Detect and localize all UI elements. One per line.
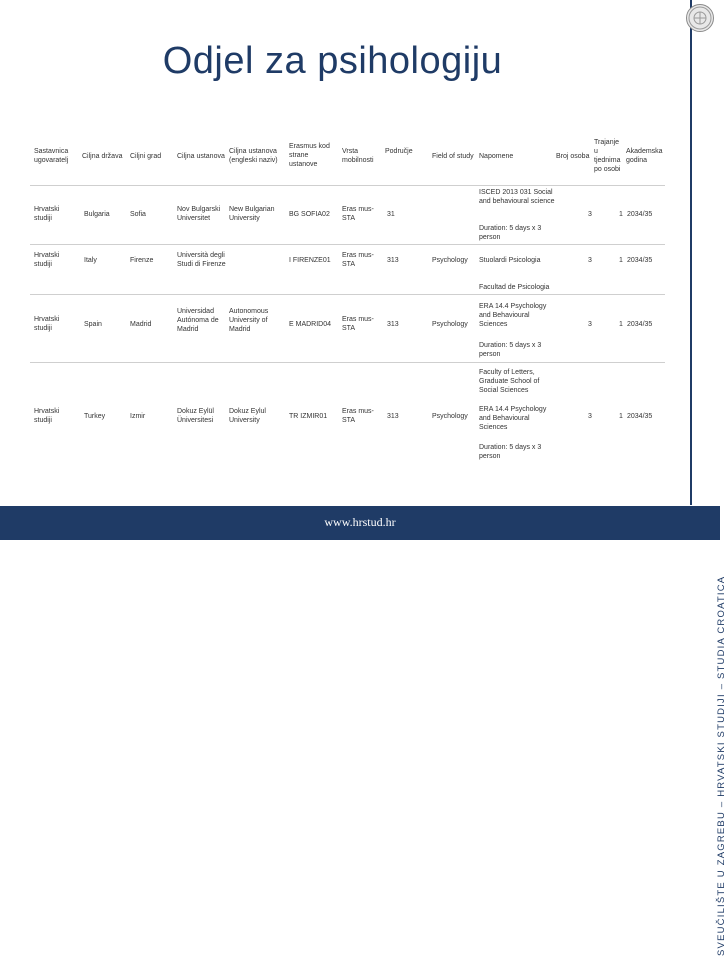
cell-broj-osoba: 3 (588, 211, 592, 218)
cell-podrucje: 313 (387, 413, 399, 420)
cell-grad: Izmir (130, 413, 146, 420)
footer-url: www.hrstud.hr (324, 515, 396, 529)
cell-erasmus-kod: TR IZMIR01 (289, 413, 328, 420)
header-godina: Akademska godina (626, 148, 663, 164)
cell-napomene-bottom: Facultad de Psicologia (479, 284, 550, 291)
cell-napomene-pre: Faculty of Letters, Graduate School of Social Sciences (479, 369, 540, 394)
side-band (690, 0, 720, 505)
page-title: Odjel za psihologiju (162, 40, 503, 82)
table-rule (30, 294, 665, 295)
header-trajanje: Trajanje u tjednima po osobi (594, 139, 621, 173)
header-sastavnica: Sastavnica ugovaratelj (34, 148, 69, 164)
cell-trajanje: 1 (619, 257, 623, 264)
cell-ustanova: Nov Bulgarski Universitet (177, 206, 221, 222)
cell-sastavnica: Hrvatski studiji (34, 408, 60, 424)
cell-grad: Firenze (130, 257, 154, 264)
cell-trajanje: 1 (619, 211, 623, 218)
cell-drzava: Italy (84, 257, 97, 264)
cell-vrsta: Eras mus-STA (342, 206, 374, 222)
cell-drzava: Bulgaria (84, 211, 110, 218)
header-field: Field of study (432, 153, 474, 160)
cell-trajanje: 1 (619, 413, 623, 420)
cell-godina: 2034/35 (627, 413, 653, 420)
cell-broj-osoba: 3 (588, 413, 592, 420)
cell-podrucje: 31 (387, 211, 395, 218)
cell-ustanova-en: Dokuz Eylul University (229, 408, 266, 424)
cell-ustanova: Università degli Studi di Firenze (177, 252, 226, 268)
cell-grad: Madrid (130, 321, 152, 328)
header-drzava: Ciljna država (82, 153, 123, 160)
header-ustanova-en: Ciljna ustanova (engleski naziv) (229, 148, 278, 164)
cell-field: Psychology (432, 413, 468, 420)
header-grad: Ciljni grad (130, 153, 162, 160)
cell-napomene-bottom: Duration: 5 days x 3 person (479, 342, 542, 358)
header-erasmus-kod: Erasmus kod strane ustanove (289, 143, 330, 168)
side-institution-text: SVEUČILIŠTE U ZAGREBU – HRVATSKI STUDIJI – STUDIA CROATICA (716, 575, 727, 956)
cell-drzava: Spain (84, 321, 102, 328)
cell-ustanova: Universidad Autónoma de Madrid (177, 308, 219, 333)
header-broj-osoba: Broj osoba (556, 153, 590, 160)
cell-erasmus-kod: I FIRENZE01 (289, 257, 331, 264)
cell-napomene-bottom: Duration: 5 days x 3 person (479, 444, 542, 460)
cell-podrucje: 313 (387, 321, 399, 328)
table-rule (30, 244, 665, 245)
cell-broj-osoba: 3 (588, 257, 592, 264)
cell-sastavnica: Hrvatski studiji (34, 316, 60, 332)
cell-napomene-top: ERA 14.4 Psychology and Behavioural Sciences (479, 303, 547, 328)
cell-podrucje: 313 (387, 257, 399, 264)
university-seal-icon (686, 4, 714, 32)
cell-vrsta: Eras mus-STA (342, 252, 374, 268)
cell-sastavnica: Hrvatski studiji (34, 252, 60, 268)
cell-napomene-top: ISCED 2013 031 Social and behavioural science (479, 189, 555, 205)
cell-sastavnica: Hrvatski studiji (34, 206, 60, 222)
cell-broj-osoba: 3 (588, 321, 592, 328)
cell-vrsta: Eras mus-STA (342, 408, 374, 424)
cell-napomene-top: ERA 14.4 Psychology and Behavioural Sciences (479, 406, 547, 431)
table-rule (30, 362, 665, 363)
cell-napomene-top: Stuolardi Psicologia (479, 257, 541, 264)
cell-field: Psychology (432, 321, 468, 328)
cell-drzava: Turkey (84, 413, 106, 420)
cell-field: Psychology (432, 257, 468, 264)
header-ustanova: Ciljna ustanova (177, 153, 225, 160)
cell-erasmus-kod: E MADRID04 (289, 321, 332, 328)
header-napomene: Napomene (479, 153, 514, 160)
cell-godina: 2034/35 (627, 257, 653, 264)
cell-trajanje: 1 (619, 321, 623, 328)
table-rule (30, 185, 665, 186)
cell-godina: 2034/35 (627, 211, 653, 218)
cell-napomene-bottom: Duration: 5 days x 3 person (479, 225, 542, 241)
cell-grad: Sofia (130, 211, 146, 218)
cell-vrsta: Eras mus-STA (342, 316, 374, 332)
cell-erasmus-kod: BG SOFIA02 (289, 211, 330, 218)
header-podrucje: Područje (385, 148, 413, 155)
cell-ustanova-en: New Bulgarian University (229, 206, 275, 222)
cell-ustanova-en: Autonomous University of Madrid (229, 308, 269, 333)
cell-ustanova: Dokuz Eylül Üniversitesi (177, 408, 214, 424)
header-vrsta: Vrsta mobilnosti (342, 148, 374, 164)
cell-godina: 2034/35 (627, 321, 653, 328)
